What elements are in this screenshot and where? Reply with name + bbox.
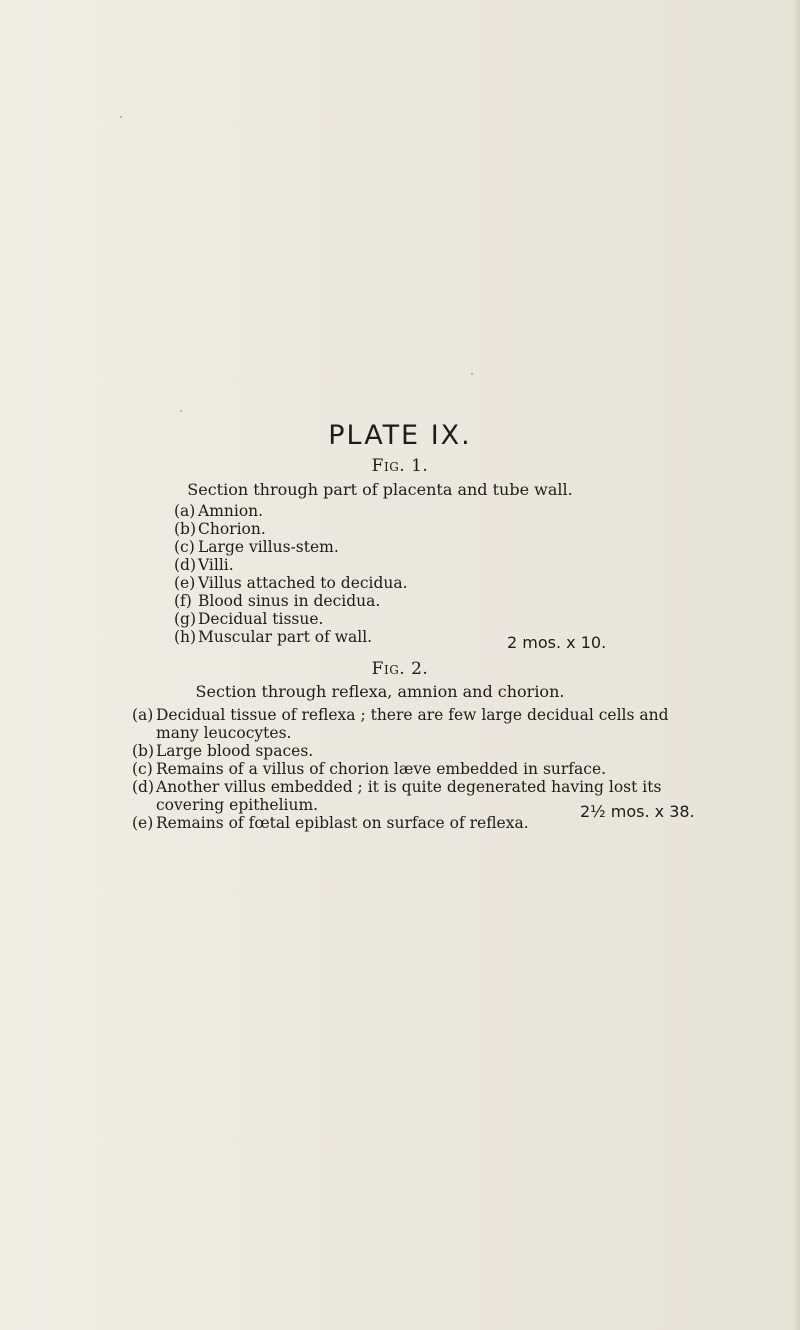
list-item — [174, 610, 408, 628]
item-text: Chorion. — [198, 520, 266, 538]
item-letter: (f) — [174, 592, 192, 610]
figure-2-caption: Section through reflexa, amnion and chorion. — [195, 682, 565, 701]
item-letter: (d) — [174, 556, 197, 574]
list-item — [174, 592, 408, 610]
item-text: Decidual tissue of reflexa ; there are few large decidual cells and many leucocytes. — [156, 706, 669, 742]
item-text: Large blood spaces. — [156, 742, 314, 760]
figure-2-heading: Fig. 2. — [371, 659, 429, 679]
list-item — [174, 520, 408, 538]
item-text: Villus attached to decidua. — [198, 574, 408, 592]
list-item — [174, 574, 408, 592]
paper-speck — [120, 116, 122, 118]
item-letter: (a) — [174, 502, 196, 520]
figure-1-magnification: 2 mos. x 10. — [507, 633, 607, 652]
list-item — [132, 760, 672, 778]
paper-speck — [180, 410, 182, 412]
list-item — [132, 706, 672, 742]
figure-1-caption: Section through part of placenta and tube wall. — [187, 480, 573, 499]
item-text: Blood sinus in decidua. — [198, 592, 381, 610]
item-text: Large villus-stem. — [198, 538, 339, 556]
item-letter: (a) — [132, 706, 154, 724]
item-letter: (c) — [174, 538, 195, 556]
figure-1-legend-list — [174, 502, 408, 646]
figure-1-heading: Fig. 1. — [371, 456, 429, 476]
item-letter: (d) — [132, 778, 155, 796]
item-text: Remains of fœtal epiblast on surface of reflexa. — [156, 814, 529, 832]
list-item — [174, 628, 408, 646]
item-letter: (c) — [132, 760, 153, 778]
item-letter: (h) — [174, 628, 197, 646]
item-letter: (e) — [132, 814, 154, 832]
item-text: Amnion. — [198, 502, 264, 520]
figure-2-magnification: 2½ mos. x 38. — [580, 802, 695, 821]
item-text: Muscular part of wall. — [198, 628, 373, 646]
list-item — [174, 538, 408, 556]
item-letter: (g) — [174, 610, 197, 628]
list-item — [174, 556, 408, 574]
plate-title: PLATE IX. — [328, 420, 472, 451]
item-text: Villi. — [198, 556, 234, 574]
item-letter: (b) — [174, 520, 197, 538]
item-text: Another villus embedded ; it is quite degenerated having lost its covering epithelium. — [156, 778, 662, 814]
paper-speck — [471, 373, 473, 375]
item-text: Decidual tissue. — [198, 610, 324, 628]
list-item — [174, 502, 408, 520]
item-text: Remains of a villus of chorion læve embedded in surface. — [156, 760, 607, 778]
item-letter: (b) — [132, 742, 155, 760]
list-item — [132, 742, 672, 760]
item-letter: (e) — [174, 574, 196, 592]
